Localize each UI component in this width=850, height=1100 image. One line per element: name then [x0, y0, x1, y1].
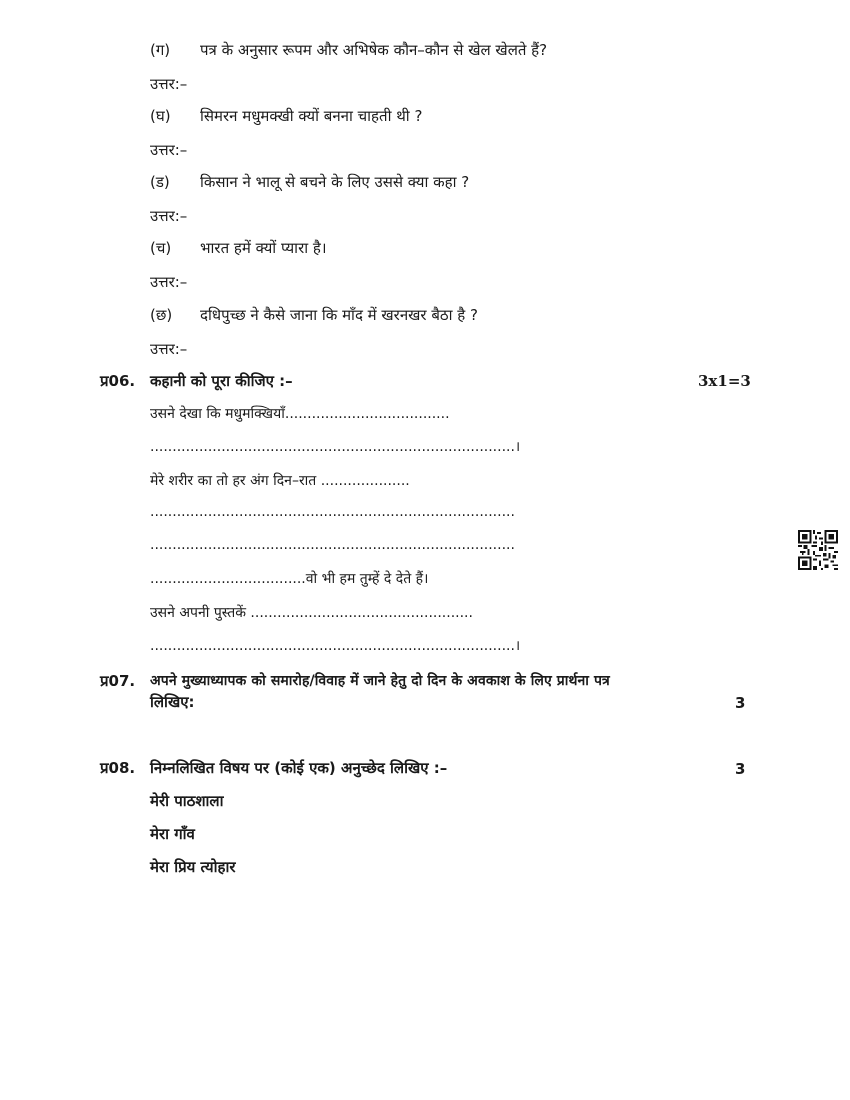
question-text-ch: भारत हमें क्यों प्यारा है। — [200, 239, 327, 257]
question-label-ch: (च) — [150, 239, 172, 257]
q6-line: ..................................................................................। — [150, 638, 521, 654]
question-label-g: (ग) — [150, 41, 171, 59]
q6-line: ...................................वो भी हम तुम्हें दे देते हैं। — [150, 571, 429, 587]
q8-topic: मेरा प्रिय त्योहार — [150, 858, 236, 876]
question-text-chh: दधिपुच्छ ने कैसे जाना कि माँद में खरनखर बैठा है ? — [200, 306, 478, 324]
q8-title: निम्नलिखित विषय पर (कोई एक) अनुच्छेद लिखिए :– — [150, 759, 448, 777]
q7-marks: 3 — [735, 694, 746, 712]
question-text-g: पत्र के अनुसार रूपम और अभिषेक कौन–कौन से खेल खेलते हैं? — [200, 41, 548, 59]
answer-label: उत्तर:– — [150, 141, 188, 159]
q6-line: मेरे शरीर का तो हर अंग दिन–रात .................... — [150, 473, 410, 489]
q8-topic: मेरा गाँव — [150, 825, 195, 843]
q7-text-line1: अपने मुख्याध्यापक को समारोह/विवाह में जाने हेतु दो दिन के अवकाश के लिए प्रार्थना पत्र — [150, 673, 610, 689]
q6-line: .................................................................................. — [150, 504, 515, 520]
q8-marks: 3 — [735, 760, 746, 778]
q6-line: ..................................................................................। — [150, 439, 521, 455]
q7-number: प्र07. — [100, 672, 136, 690]
qr-code-icon — [798, 530, 838, 570]
answer-label: उत्तर:– — [150, 273, 188, 291]
q6-line: उसने अपनी पुस्तकें .................................................. — [150, 605, 473, 621]
q8-topic: मेरी पाठशाला — [150, 792, 224, 810]
q6-line: .................................................................................. — [150, 537, 515, 553]
question-text-d: किसान ने भालू से बचने के लिए उससे क्या कहा ? — [200, 173, 470, 191]
q6-number: प्र06. — [100, 372, 136, 390]
question-label-gh: (घ) — [150, 107, 171, 125]
q6-line: उसने देखा कि मधुमक्खियाँ..................................... — [150, 406, 450, 422]
question-label-d: (ड) — [150, 173, 170, 191]
q7-text-line2: लिखिए: — [150, 693, 195, 711]
q6-marks: 3x1=3 — [698, 372, 751, 390]
answer-label: उत्तर:– — [150, 207, 188, 225]
q6-title: कहानी को पूरा कीजिए :– — [150, 372, 293, 390]
answer-label: उत्तर:– — [150, 340, 188, 358]
answer-label: उत्तर:– — [150, 75, 188, 93]
q8-number: प्र08. — [100, 759, 136, 777]
question-label-chh: (छ) — [150, 306, 173, 324]
question-text-gh: सिमरन मधुमक्खी क्यों बनना चाहती थी ? — [200, 107, 423, 125]
